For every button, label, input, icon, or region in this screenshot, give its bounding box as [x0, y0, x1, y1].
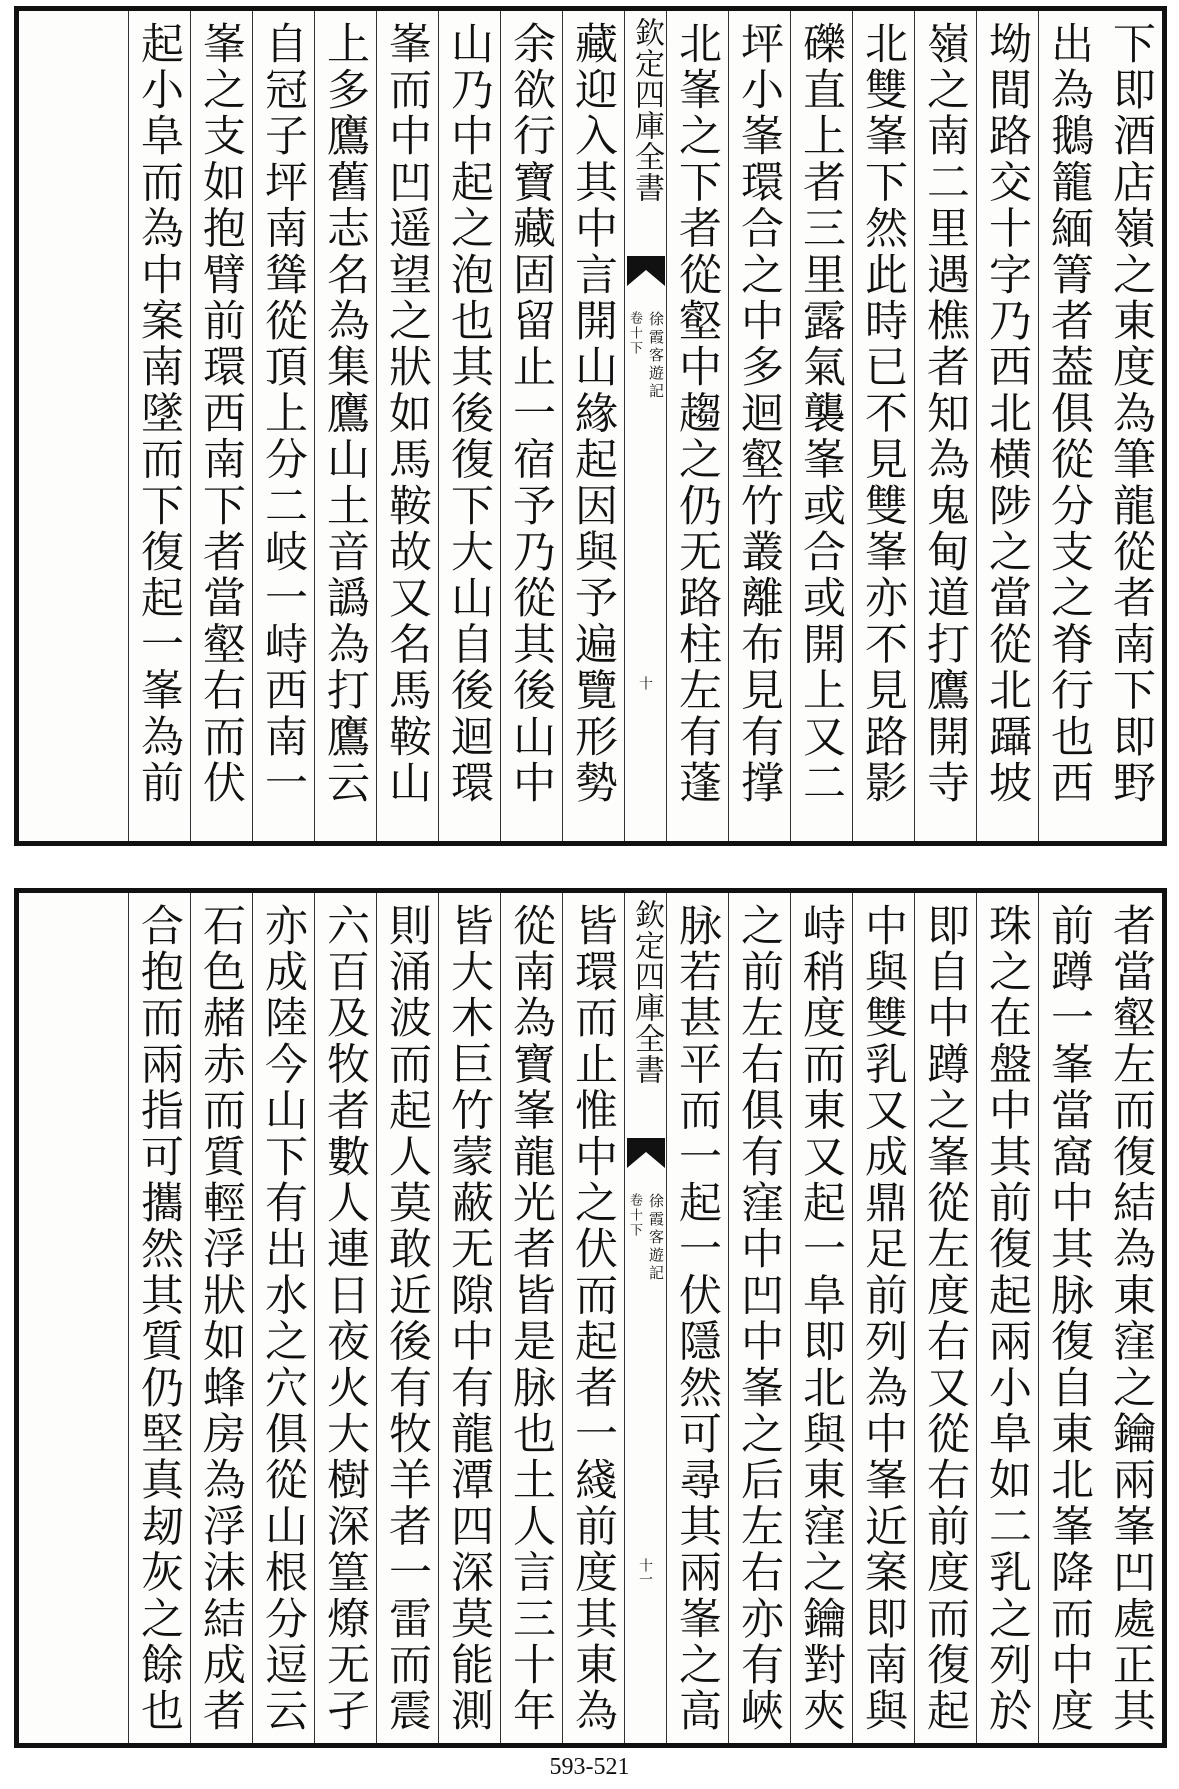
- scan-page-label: 593-521: [549, 1754, 630, 1780]
- text-column: 上多鷹舊志名為集鷹山土音譌為打鷹云: [314, 11, 376, 841]
- page-number: 十一: [637, 1558, 653, 1586]
- text-column: 珠之在盤中其前復起兩小阜如二乳之列於: [976, 893, 1038, 1743]
- text-column: 余欲行寶藏固留止一宿予乃從其後山中: [500, 11, 562, 841]
- text-column: 脉若甚平而一起一伏隱然可尋其兩峯之高: [666, 893, 728, 1743]
- volume-label: 卷十下: [627, 311, 642, 356]
- book-title: 欽定四庫全書: [629, 17, 664, 203]
- text-column: 北峯之下者從壑中趨之仍无路柱左有蓬: [666, 11, 728, 841]
- text-column: 礫直上者三里露氣襲峯或合或開上又二: [790, 11, 852, 841]
- text-column: 峯而中凹遥望之狀如馬鞍故又名馬鞍山: [376, 11, 438, 841]
- text-column: 峙稍度而東又起一阜即北與東窪之鑰對夾: [790, 893, 852, 1743]
- text-column: 之前左右俱有窪中凹中峯之后左右亦有峽: [728, 893, 790, 1743]
- text-column: 藏迎入其中言開山緣起因與予遍覽形勢: [562, 11, 624, 841]
- text-column: 自冠子坪南聳從頂上分二岐一峙西南一: [252, 11, 314, 841]
- center-fold: [624, 893, 666, 1743]
- text-column: 即自中蹲之峯從左度右又從右前度而復起: [914, 893, 976, 1743]
- text-column: 下即酒店嶺之東度為筆龍從者南下即野: [1106, 21, 1156, 807]
- text-column: 中與雙乳又成鼎足前列為中峯近案即南與: [852, 893, 914, 1743]
- text-column: 山乃中起之泡也其後復下大山自後迴環: [438, 11, 500, 841]
- text-column: 從南為寶峯龍光者皆是脉也土人言三十年: [500, 893, 562, 1743]
- text-column: 峯之支如抱臂前環西南下者當壑右而伏: [190, 11, 252, 841]
- text-column: 北雙峯下然此時已不見雙峯亦不見路影: [852, 11, 914, 841]
- text-column: 亦成陸今山下有出水之穴俱從山根分逗云: [252, 893, 314, 1743]
- text-column: 皆大木巨竹蒙蔽无隙中有龍潭四深莫能測: [438, 893, 500, 1743]
- bottom-page: [14, 888, 1167, 1748]
- text-column: 前蹲一峯當窩中其脉復自東北峯降而中度: [1038, 893, 1100, 1743]
- fish-tail-icon: [627, 1138, 665, 1170]
- page-number: 十: [637, 676, 653, 690]
- top-page: [14, 6, 1167, 846]
- book-title: 欽定四庫全書: [629, 899, 664, 1085]
- text-column: 坳間路交十字乃西北横陟之當從北躡坡: [976, 11, 1038, 841]
- volume-label: 卷十下: [627, 1193, 642, 1238]
- text-column: 嶺之南二里遇樵者知為鬼甸道打鷹開寺: [914, 11, 976, 841]
- text-column: 六百及牧者數人連日夜火大樹深篁燎无孑: [314, 893, 376, 1743]
- text-column: 皆環而止惟中之伏而起者一綫前度其東為: [562, 893, 624, 1743]
- text-column: 坪小峯環合之中多迴壑竹叢離布見有撑: [728, 11, 790, 841]
- work-title: 徐霞客遊記: [647, 1193, 665, 1283]
- text-column: 則涌波而起人莫敢近後有牧羊者一雷而震: [376, 893, 438, 1743]
- text-column: 者當壑左而復結為東窪之鑰兩峯凹處正其: [1106, 903, 1156, 1735]
- text-column: 石色赭赤而質輕浮狀如蜂房為浮沫結成者: [190, 893, 252, 1743]
- work-title: 徐霞客遊記: [647, 311, 665, 401]
- fish-tail-icon: [627, 256, 665, 288]
- center-fold: [624, 11, 666, 841]
- text-column: 合抱而兩指可攜然其質仍堅真刼灰之餘也: [128, 893, 190, 1743]
- text-column: 起小阜而為中案南墜而下復起一峯為前: [128, 11, 190, 841]
- text-column: 出為鵝籠緬箐者葢俱從分支之脊行也西: [1038, 11, 1100, 841]
